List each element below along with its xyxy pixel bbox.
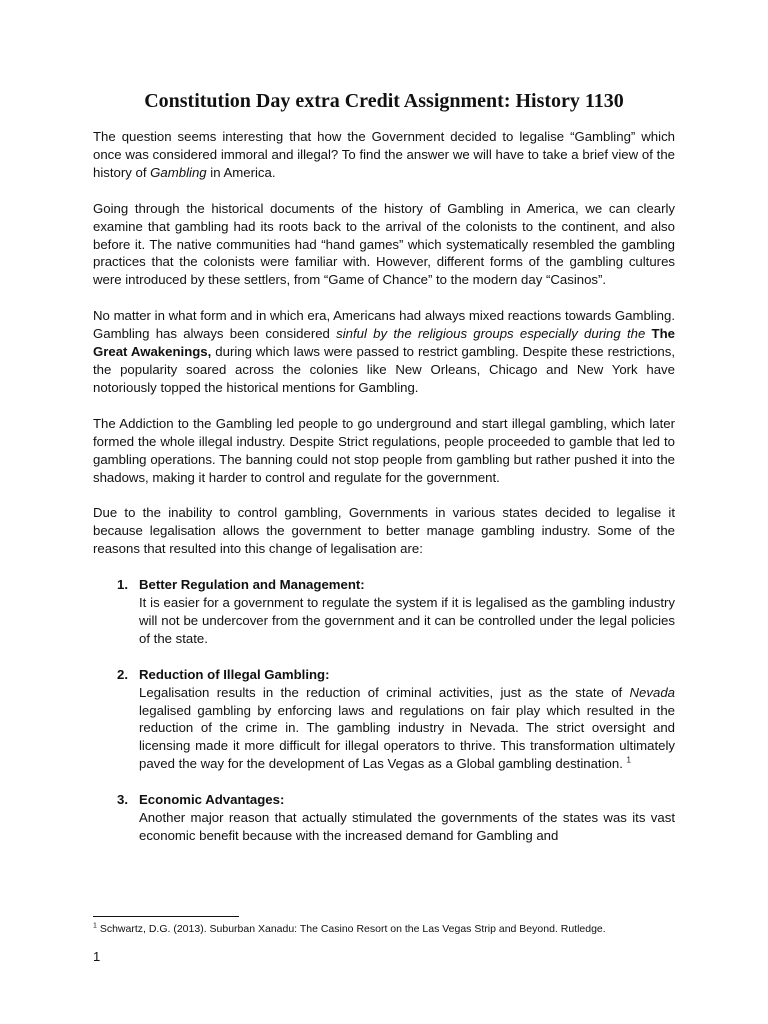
footnote-reference[interactable]: 1 [626, 755, 631, 765]
paragraph-reactions-bold: The Great Awakenings, [93, 326, 675, 360]
list-item-text-part: legalised gambling by enforcing laws and regulations on fair play which resulted in the reduction of the crime in. The gambling industry in Nevada. The strict oversight and licensing made it more difficult for illegal operators to thrive. This transformation ultimately paved the way for the development of Las Vegas as a Global gambling destination. [139, 702, 675, 772]
list-item-title: Reduction of Illegal Gambling: [139, 666, 330, 682]
page-number: 1 [93, 949, 101, 964]
list-item-text [139, 684, 675, 774]
footnote-divider [93, 916, 239, 917]
footnote [93, 922, 606, 936]
list-item-number: 1. [117, 577, 128, 593]
list-item [93, 576, 675, 648]
paragraph-intro-end: in America. [206, 164, 276, 180]
paragraph-intro [93, 128, 675, 182]
footnote-text: Schwartz, D.G. (2013). Suburban Xanadu: The Casino Resort on the Las Vegas Strip and Beyond. Rutledge. [96, 923, 606, 935]
list-item-number: 3. [117, 792, 128, 808]
footnote-marker: 1 [93, 922, 97, 930]
paragraph-reactions [93, 307, 675, 397]
list-item-text-part: Legalisation results in the reduction of criminal activities, just as the state of [139, 684, 630, 700]
paragraph-reactions-italic: sinful by the religious groups especially during the [336, 326, 652, 342]
list-item-title: Economic Advantages: [139, 792, 285, 808]
paragraph-legalisation: Due to the inability to control gambling, Governments in various states decided to legalise it because legalisation allows the government to better manage gambling industry. Some of the reasons that resulted into this change of legalisation are: [93, 505, 675, 557]
paragraph-reactions-text: No matter in what form and in which era, Americans had always mixed reactions towards Gambling. Gambling has always been considered [93, 308, 675, 342]
paragraph-intro-italic: Gambling [150, 164, 207, 180]
document-body [93, 128, 675, 863]
page-title: Constitution Day extra Credit Assignment: History 1130 [144, 90, 624, 112]
paragraph-reactions-end: during which laws were passed to restrict gambling. Despite these restrictions, the popularity soared across the colonies like New Orleans, Chicago and New York have notoriously topped the historical mentions for Gambling. [93, 344, 675, 395]
reasons-list [93, 576, 675, 845]
list-item-title: Better Regulation and Management: [139, 577, 365, 593]
list-item-text: It is easier for a government to regulate the system if it is legalised as the gambling industry will not be undercover from the government and it can be controlled under the legal policies of the state. [139, 595, 675, 646]
list-item-text-italic: Nevada [629, 684, 675, 700]
list-item [93, 791, 675, 845]
paragraph-history: Going through the historical documents of the history of Gambling in America, we can clearly examine that gambling had its roots back to the arrival of the colonists to the continent, and also before it. The native communities had “hand games” which systematically resembled the gambling practices that the colonists were familiar with. However, different forms of the gambling cultures were introduced by these settlers, from “Game of Chance” to the modern day “Casinos”. [93, 200, 675, 288]
paragraph-intro-text: The question seems interesting that how the Government decided to legalise “Gambling” which once was considered immoral and illegal? To find the answer we will have to take a brief view of the history of [93, 129, 675, 180]
list-item-text: Another major reason that actually stimulated the governments of the states was its vast economic benefit because with the increased demand for Gambling and [139, 810, 675, 843]
list-item-number: 2. [117, 666, 128, 682]
paragraph-addiction: The Addiction to the Gambling led people to go underground and start illegal gambling, which later formed the whole illegal industry. Despite Strict regulations, people proceeded to gamble that led to gambling operations. The banning could not stop people from gambling but rather pushed it into the shadows, making it harder to control and regulate for the government. [93, 415, 675, 485]
list-item [93, 666, 675, 773]
